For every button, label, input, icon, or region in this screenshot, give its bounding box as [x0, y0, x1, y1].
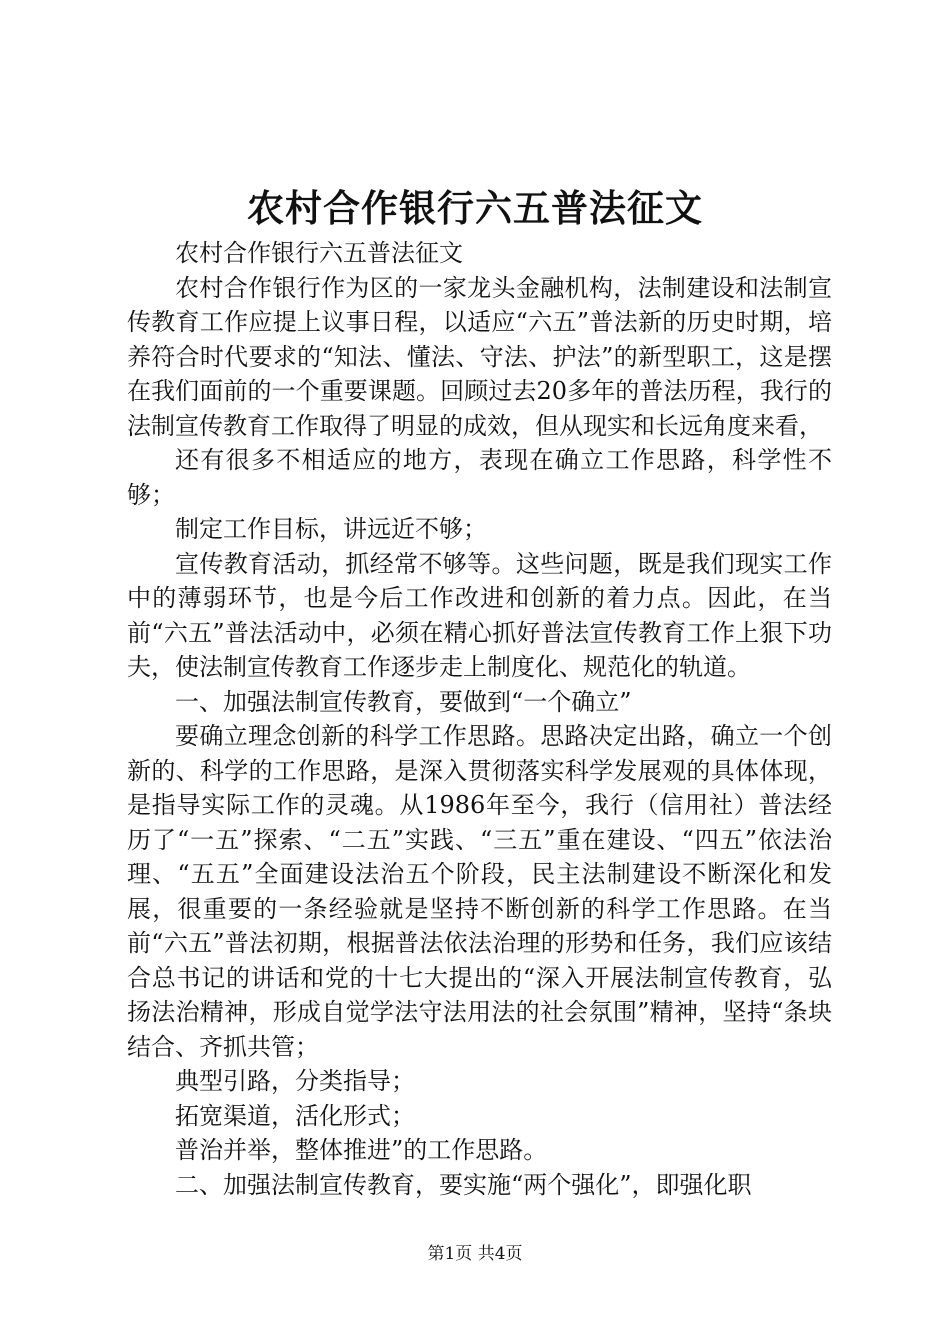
paragraph-shortcoming-3: 宣传教育活动，抓经常不够等。这些问题，既是我们现实工作中的薄弱环节，也是今后工作改进和创新的着力点。因此，在当前“六五”普法活动中，必须在精心抓好普法宣传教育工作上狠下功夫，使法制宣传教育工作逐步走上制度化、规范化的轨道。 [127, 549, 832, 681]
section-heading-2: 二、加强法制宣传教育，要实施“两个强化”，即强化职 [175, 1170, 752, 1199]
document-title: 农村合作银行六五普法征文 [247, 186, 703, 230]
document-body [127, 236, 832, 1202]
paragraph-approach-3: 普治并举，整体推进”的工作思路。 [175, 1136, 548, 1164]
paragraph-intro: 农村合作银行作为区的一家龙头金融机构，法制建设和法制宣传教育工作应提上议事日程，以适应“六五”普法新的历史时期，培养符合时代要求的“知法、懂法、守法、护法”的新型职工，这是摆在我们面前的一个重要课题。回顾过去20多年的普法历程，我行的法制宣传教育工作取得了明显的成效，但从现实和长远角度来看， [127, 273, 832, 440]
paragraph-subtitle: 农村合作银行六五普法征文 [175, 239, 463, 267]
paragraph-approach-2: 拓宽渠道，活化形式； [175, 1101, 415, 1130]
paragraph-shortcoming-1: 还有很多不相适应的地方，表现在确立工作思路，科学性不够； [127, 446, 832, 509]
page-footer: 第1页 共4页 [427, 1244, 523, 1264]
section-heading-1: 一、加强法制宣传教育，要做到“一个确立” [175, 687, 632, 716]
paragraph-shortcoming-2: 制定工作目标，讲远近不够； [175, 515, 487, 543]
paragraph-section-1: 要确立理念创新的科学工作思路。思路决定出路，确立一个创新的、科学的工作思路，是深入贯彻落实科学发展观的具体体现，是指导实际工作的灵魂。从1986年至今，我行（信用社）普法经历了“一五”探索、“二五”实践、“三五”重在建设、“四五”依法治理、“五五”全面建设法治五个阶段，民主法制建设不断深化和发展，很重要的一条经验就是坚持不断创新的科学工作思路。在当前“六五”普法初期，根据普法依法治理的形势和任务，我们应该结合总书记的讲话和党的十七大提出的“深入开展法制宣传教育，弘扬法治精神，形成自觉学法守法用法的社会氛围”精神，坚持“条块结合、齐抓共管； [127, 722, 832, 1061]
paragraph-approach-1: 典型引路，分类指导； [175, 1067, 415, 1095]
